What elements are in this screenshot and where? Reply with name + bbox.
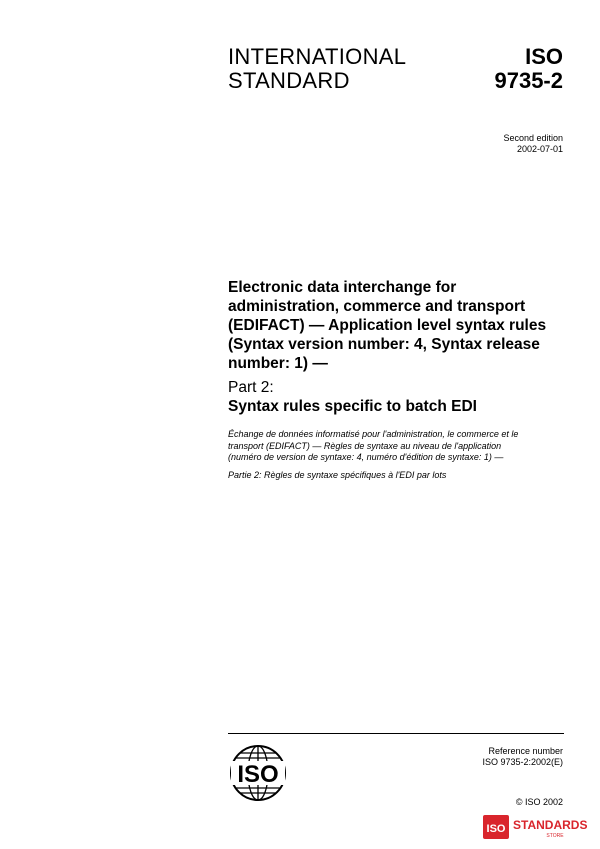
reference-value: ISO 9735-2:2002(E): [482, 757, 563, 767]
edition-text: Second edition: [503, 133, 563, 143]
part-title: Syntax rules specific to batch EDI: [228, 398, 477, 415]
reference-number: [482, 746, 563, 768]
title-block: [228, 278, 568, 481]
iso-logo-text: ISO: [237, 761, 279, 788]
iso-label: ISO: [525, 44, 563, 69]
watermark-badge-text: ISO: [486, 823, 506, 835]
edition-date: 2002-07-01: [516, 144, 563, 154]
french-title: [228, 429, 568, 464]
main-title-line: number: 1) —: [228, 355, 328, 372]
watermark-sub: STORE: [546, 833, 564, 839]
iso-logo-icon: [228, 744, 288, 802]
footer-divider: [228, 733, 564, 734]
edition-info: [503, 133, 563, 155]
french-title-line: Échange de données informatisé pour l'administration, le commerce et le: [228, 429, 519, 439]
iso-standards-store-watermark: [483, 814, 595, 840]
french-title-line: (numéro de version de syntaxe: 4, numéro d'édition de syntaxe: 1) —: [228, 452, 504, 462]
main-title-line: (Syntax version number: 4, Syntax release: [228, 336, 540, 353]
main-title-line: (EDIFACT) — Application level syntax rules: [228, 317, 547, 334]
french-part-title: Partie 2: Règles de syntaxe spécifiques à l'EDI par lots: [228, 469, 447, 480]
copyright: © ISO 2002: [515, 797, 563, 807]
main-title-line: Electronic data interchange for: [228, 279, 457, 296]
french-title-line: transport (EDIFACT) — Règles de syntaxe au niveau de l'application: [228, 440, 502, 451]
part-label: Part 2:: [228, 379, 274, 396]
standard-type-line2: STANDARD: [228, 68, 350, 93]
standard-type: [228, 45, 406, 93]
watermark-brand: STANDARDS: [513, 818, 588, 832]
main-title: [228, 278, 568, 373]
standard-type-line1: INTERNATIONAL: [228, 44, 407, 69]
standard-designation: [494, 45, 563, 93]
main-title-line: administration, commerce and transport: [228, 298, 526, 315]
standard-number: 9735-2: [494, 68, 563, 93]
reference-label: Reference number: [488, 746, 563, 756]
